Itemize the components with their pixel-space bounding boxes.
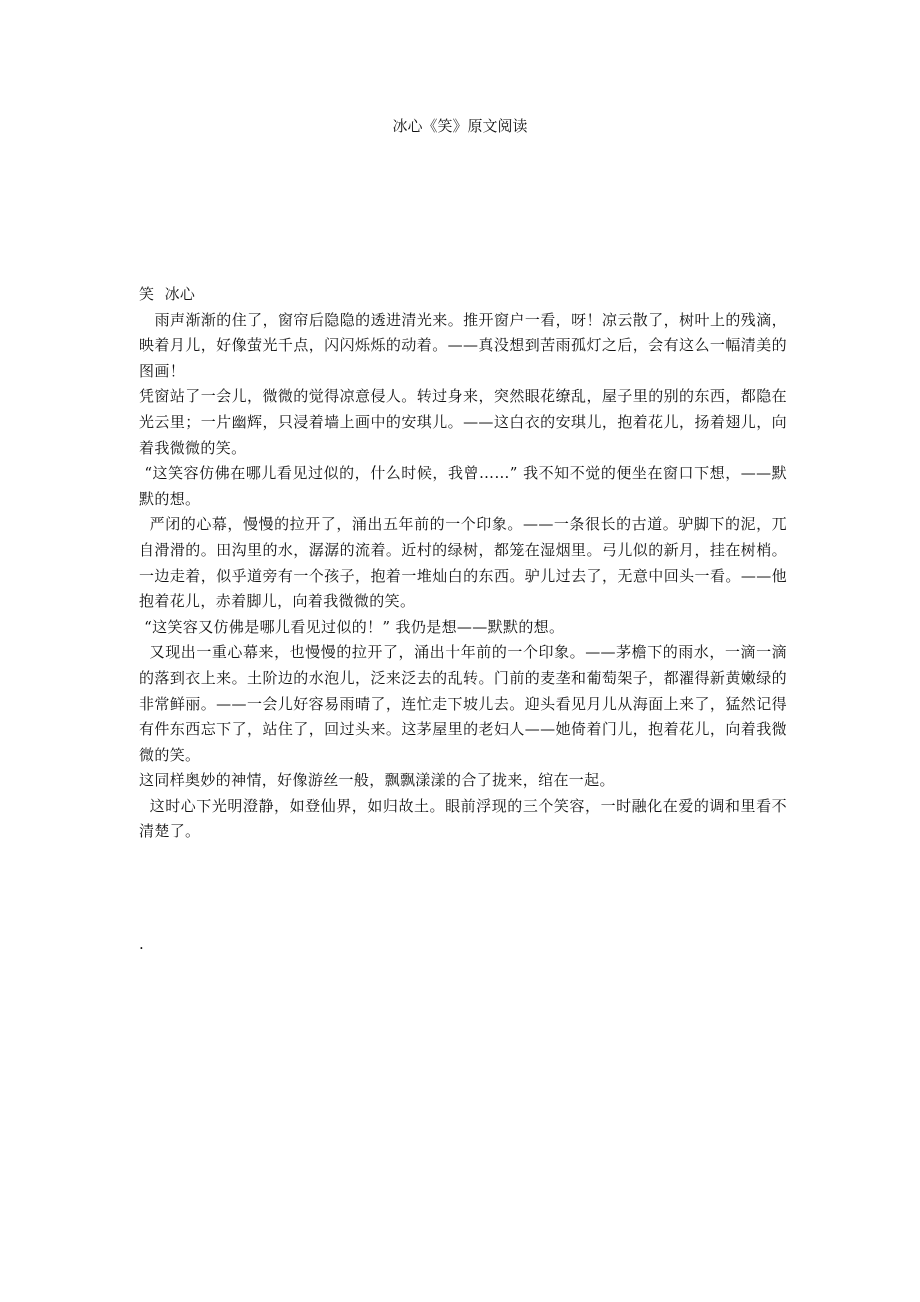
paragraph: 雨声渐渐的住了，窗帘后隐隐的透进清光来。推开窗户一看，呀！凉云散了，树叶上的残滴，映着月儿，好像萤光千点，闪闪烁烁的动着。——真没想到苦雨孤灯之后，会有这么一幅清美的图画！: [139, 310, 788, 380]
paragraph: 这同样奥妙的神情，好像游丝一般，飘飘漾漾的合了拢来，绾在一起。: [139, 771, 615, 790]
page-title: 冰心《笑》原文阅读: [392, 117, 528, 135]
paragraph: “这笑容仿佛在哪儿看见过似的，什么时候，我曾……” 我不知不觉的便坐在窗口下想，——默默的想。: [139, 464, 787, 508]
article-heading: 笑 冰心: [139, 285, 196, 303]
paragraph: 严闭的心幕，慢慢的拉开了，涌出五年前的一个印象。——一条很长的古道。驴脚下的泥，兀自滑滑的。田沟里的水，潺潺的流着。近村的绿树，都笼在湿烟里。弓儿似的新月，挂在树梢。一边走着，似乎道旁有一个孩子，抱着一堆灿白的东西。驴儿过去了，无意中回头一看。——他抱着花儿，赤着脚儿，向着我微微的笑。: [139, 515, 787, 611]
paragraph: 又现出一重心幕来，也慢慢的拉开了，涌出十年前的一个印象。——茅檐下的雨水，一滴一滴的落到衣上来。土阶边的水泡儿，泛来泛去的乱转。门前的麦垄和葡萄架子，都濯得新黄嫩绿的非常鲜丽。——一会儿好容易雨晴了，连忙走下坡儿去。迎头看见月儿从海面上来了，猛然记得有件东西忘下了，站住了，回过头来。这茅屋里的老妇人——她倚着门儿，抱着花儿，向着我微微的笑。: [139, 643, 787, 764]
article-body: [139, 282, 787, 845]
paragraph: 凭窗站了一会儿，微微的觉得凉意侵人。转过身来，突然眼花缭乱，屋子里的别的东西，都隐在光云里；一片幽辉，只浸着墙上画中的安琪儿。——这白衣的安琪儿，抱着花儿，扬着翅儿，向着我微微的笑。: [139, 387, 787, 457]
paragraph: “这笑容又仿佛是哪儿看见过似的！” 我仍是想——默默的想。: [139, 617, 565, 636]
paragraph: 这时心下光明澄静，如登仙界，如归故土。眼前浮现的三个笑容，一时融化在爱的调和里看不清楚了。: [139, 796, 787, 841]
trailing-period: .: [139, 935, 144, 953]
